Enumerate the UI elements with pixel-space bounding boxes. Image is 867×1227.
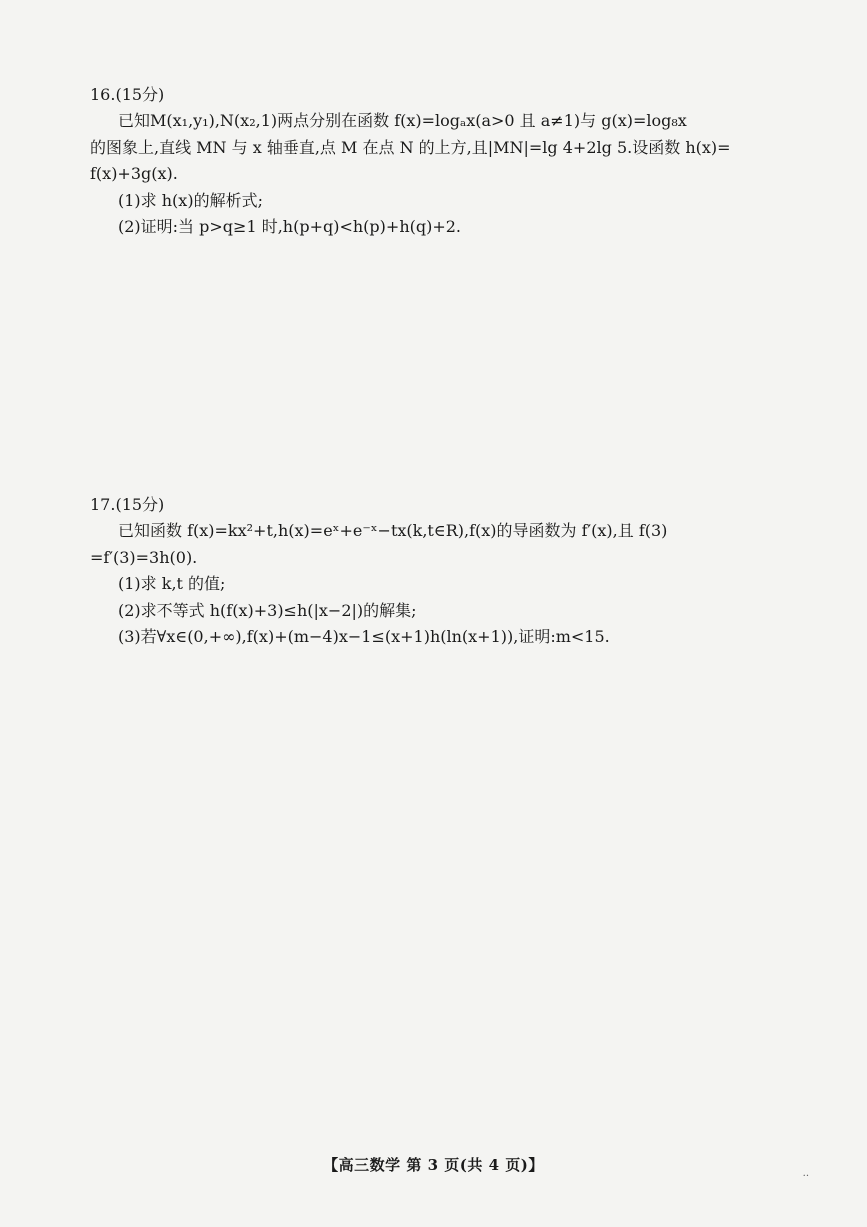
problem-17-part-3: (3)若∀x∈(0,+∞),f(x)+(m−4)x−1≤(x+1)h(ln(x+1)),证明:m<15. bbox=[118, 627, 610, 646]
problem-16-line-1: 已知M(x₁,y₁),N(x₂,1)两点分别在函数 f(x)=logₐx(a>0 且 a≠1)与 g(x)=log₈x bbox=[118, 111, 687, 130]
problem-17-line-1: 已知函数 f(x)=kx²+t,h(x)=eˣ+e⁻ˣ−tx(k,t∈R),f(x)的导函数为 f′(x),且 f(3) bbox=[118, 521, 668, 540]
problem-16-part-2: (2)证明:当 p>q≥1 时,h(p+q)<h(p)+h(q)+2. bbox=[118, 217, 462, 236]
corner-mark: .. bbox=[802, 1168, 809, 1179]
problem-16-line-3: f(x)+3g(x). bbox=[90, 164, 178, 183]
problem-17 bbox=[90, 494, 820, 652]
problem-16-header: 16.(15分) bbox=[90, 85, 165, 104]
page-footer: 【高三数学 第 3 页(共 4 页)】 bbox=[323, 1156, 544, 1174]
problem-16 bbox=[90, 84, 820, 242]
problem-16-part-1: (1)求 h(x)的解析式; bbox=[118, 190, 263, 210]
problem-17-header: 17.(15分) bbox=[90, 495, 165, 514]
problem-17-part-2: (2)求不等式 h(f(x)+3)≤h(|x−2|)的解集; bbox=[118, 600, 417, 620]
problem-16-line-2: 的图象上,直线 MN 与 x 轴垂直,点 M 在点 N 的上方,且|MN|=lg 4+2lg 5.设函数 h(x)= bbox=[90, 137, 731, 157]
problem-17-line-2: =f′(3)=3h(0). bbox=[90, 547, 198, 567]
problem-17-part-1: (1)求 k,t 的值; bbox=[118, 574, 226, 593]
